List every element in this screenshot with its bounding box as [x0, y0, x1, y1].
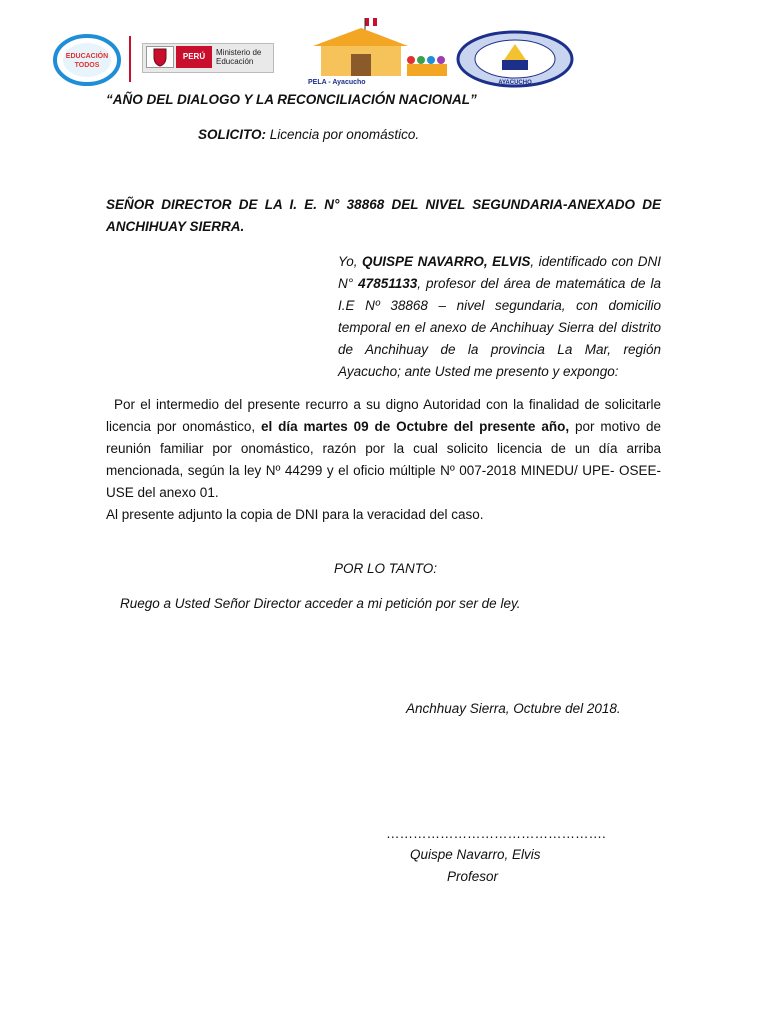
logo-divider	[129, 36, 131, 82]
dni-number: 47851133	[358, 276, 418, 291]
signature-role: Profesor	[447, 869, 499, 884]
teacher-name: QUISPE NAVARRO, ELVIS	[362, 254, 531, 269]
intro-text-2: , identificado con DNI N°	[338, 254, 661, 291]
pela-ayacucho-logo	[303, 16, 453, 86]
body-text-2: por motivo de reunión familiar por onomástico, razón por la cual solicito licencia de un día arriba mencionada, según la ley Nº 44299 y el oficio múltiple Nº 007-2018 MINEDU/ UPE- OSEE-USE del anexo 01.	[106, 419, 661, 500]
addressee: SEÑOR DIRECTOR DE LA I. E. N° 38868 DEL NIVEL SEGUNDARIA-ANEXADO DE ANCHIHUAY SIERRA.	[106, 197, 661, 234]
svg-text:TODOS: TODOS	[74, 62, 100, 69]
intro-text-3: , profesor del área de matemática de la I.E Nº 38868 – nivel segundaria, con domicilio temporal en el anexo de Anchihuay Sierra del distrito de Anchihuay de la provincia La Mar, región Ayacucho; ante Usted me presento y expongo:	[338, 276, 661, 379]
attachment-note: Al presente adjunto la copia de DNI para la veracidad del caso.	[106, 507, 484, 522]
signature-name: Quispe Navarro, Elvis	[410, 847, 541, 862]
ruego: Ruego a Usted Señor Director acceder a mi petición por ser de ley.	[120, 596, 521, 611]
por-lo-tanto: POR LO TANTO:	[334, 561, 438, 576]
intro-text-1: Yo,	[338, 254, 363, 269]
body-date: el día martes 09 de Octubre del presente año,	[260, 419, 570, 434]
place-date: Anchhuay Sierra, Octubre del 2018.	[406, 701, 621, 716]
peru-label: PERÚ	[176, 46, 212, 68]
solicito-line	[198, 127, 419, 142]
solicito-text: Licencia por onomástico.	[266, 127, 420, 142]
direccion-regional-educacion-logo	[456, 30, 574, 88]
body-text-1: Por el intermedio del presente recurro a su digno Autoridad con la finalidad de solicitarle licencia por onomástico,	[106, 397, 661, 434]
ministerio-educacion-logo	[142, 43, 274, 73]
svg-text:PELA - Ayacucho: PELA - Ayacucho	[308, 79, 366, 86]
year-title: “AÑO DEL DIALOGO Y LA RECONCILIACIÓN NACIONAL”	[106, 92, 477, 107]
solicito-label: SOLICITO:	[198, 127, 267, 142]
peru-shield-icon	[146, 46, 174, 68]
svg-text:AYACUCHO: AYACUCHO	[498, 80, 532, 86]
educacion-para-todos-logo	[53, 34, 125, 86]
svg-text:EDUCACIÓN: EDUCACIÓN	[65, 53, 109, 60]
ministerio-label: Ministerio de Educación	[216, 48, 262, 66]
signature-line: ………………………………………….	[386, 826, 606, 841]
body-paragraph	[106, 394, 661, 504]
intro-paragraph	[338, 251, 661, 383]
